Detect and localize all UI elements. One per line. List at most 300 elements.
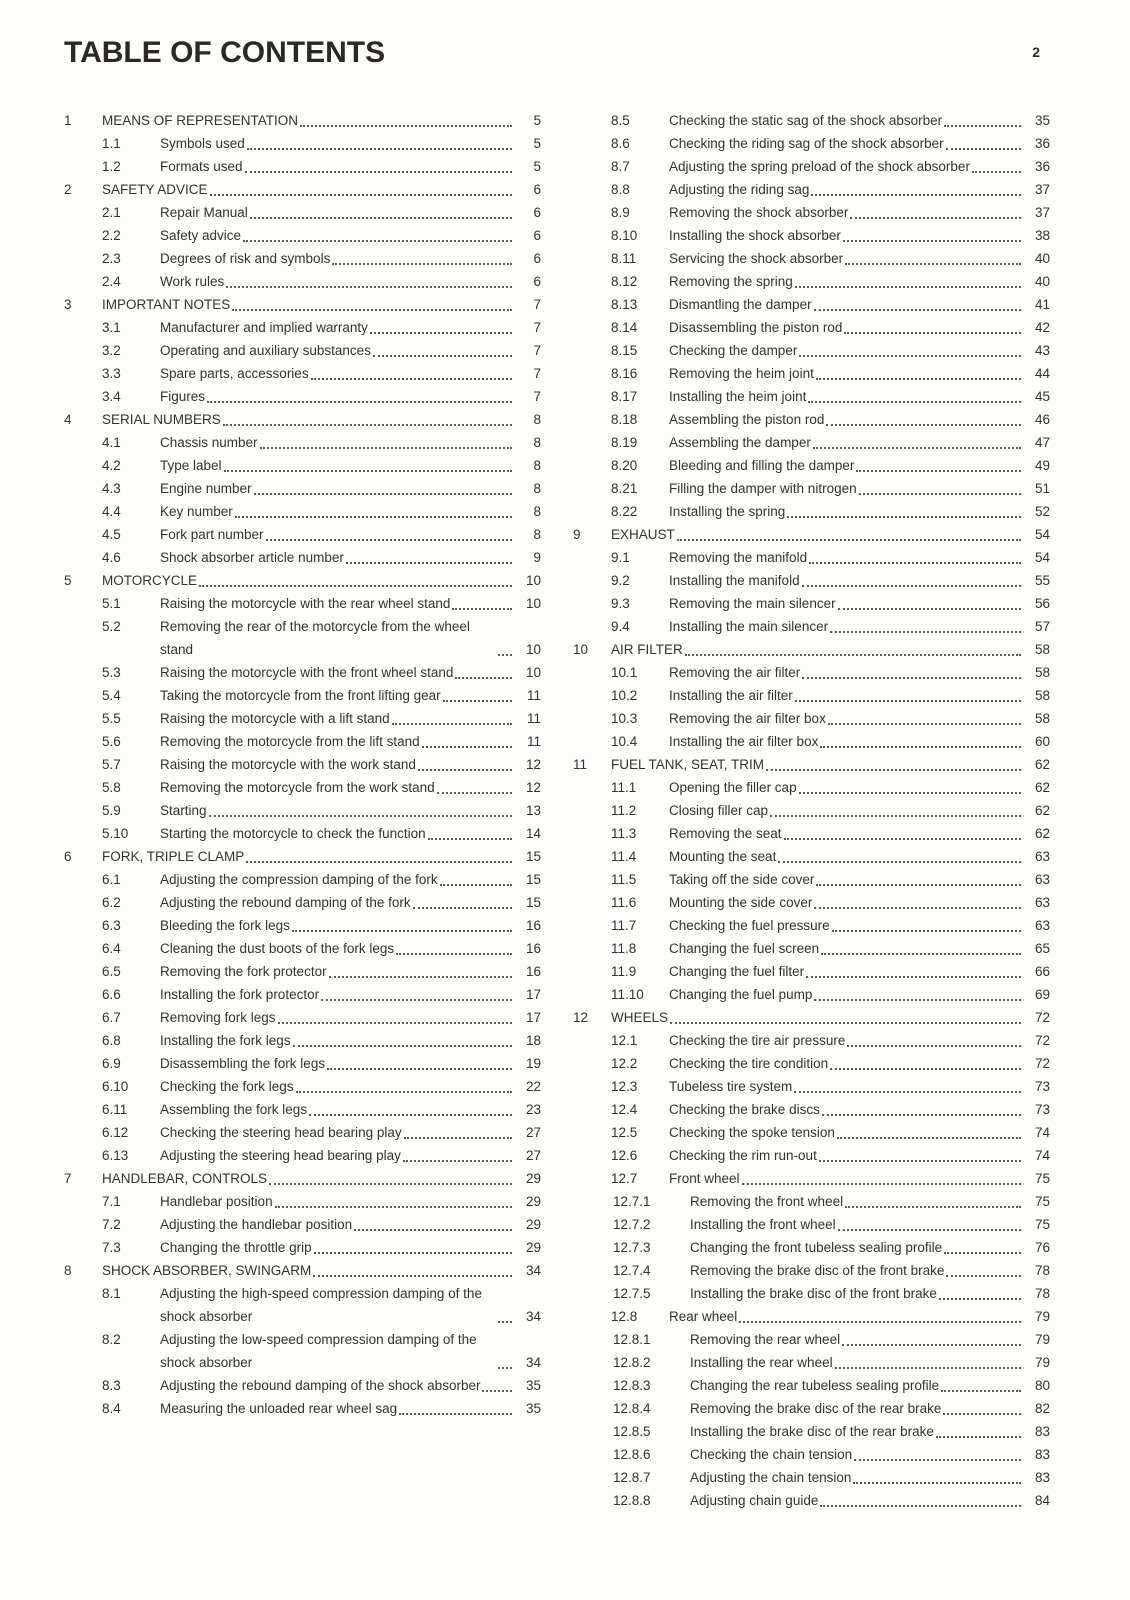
dot-leader xyxy=(845,263,1021,265)
entry-number: 8.8 xyxy=(611,182,630,197)
entry-page: 49 xyxy=(1034,458,1050,473)
entry-title-wrap xyxy=(160,937,515,960)
entry-page: 27 xyxy=(525,1148,541,1163)
toc-column-right xyxy=(573,109,1050,1512)
entry-title: Servicing the shock absorber xyxy=(669,251,844,266)
entry-title-wrap xyxy=(160,385,515,408)
toc-entry[interactable] xyxy=(573,500,1050,523)
entry-title: Disassembling the fork legs xyxy=(160,1056,326,1071)
toc-entry[interactable] xyxy=(64,1029,541,1052)
toc-entry[interactable] xyxy=(573,477,1050,500)
toc-entry[interactable] xyxy=(573,132,1050,155)
entry-title-wrap xyxy=(690,1190,1024,1213)
entry-number: 10.2 xyxy=(611,688,638,703)
entry-title-wrap xyxy=(160,1328,515,1374)
toc-entry[interactable] xyxy=(573,1121,1050,1144)
entry-title: Measuring the unloaded rear wheel sag xyxy=(160,1401,398,1416)
entry-title-wrap xyxy=(102,845,515,868)
toc-entry[interactable] xyxy=(64,385,541,408)
dot-leader xyxy=(847,1045,1021,1047)
entry-page: 83 xyxy=(1034,1470,1050,1485)
entry-number: 5.6 xyxy=(102,734,121,749)
toc-entry[interactable] xyxy=(573,546,1050,569)
entry-number: 8.1 xyxy=(102,1286,121,1301)
entry-page: 79 xyxy=(1034,1332,1050,1347)
toc-entry[interactable] xyxy=(64,293,541,316)
toc-entry[interactable] xyxy=(573,937,1050,960)
entry-title-wrap xyxy=(102,178,515,201)
toc-entry[interactable] xyxy=(573,684,1050,707)
toc-entry[interactable] xyxy=(573,845,1050,868)
entry-number: 3.4 xyxy=(102,389,121,404)
entry-page: 37 xyxy=(1034,205,1050,220)
entry-title: Raising the motorcycle with a lift stand xyxy=(160,711,390,726)
toc-entry[interactable] xyxy=(573,1144,1050,1167)
toc-entry[interactable] xyxy=(64,477,541,500)
toc-entry[interactable] xyxy=(573,247,1050,270)
entry-number: 8.2 xyxy=(102,1332,121,1347)
entry-title-wrap xyxy=(669,914,1024,937)
entry-page: 52 xyxy=(1034,504,1050,519)
toc-entry[interactable] xyxy=(64,1397,541,1420)
toc-entry[interactable] xyxy=(573,1052,1050,1075)
entry-title: Checking the spoke tension xyxy=(669,1125,835,1140)
entry-title-wrap xyxy=(669,1305,1024,1328)
entry-title-wrap xyxy=(611,753,1024,776)
toc-entry[interactable] xyxy=(64,1121,541,1144)
toc-entry[interactable] xyxy=(573,270,1050,293)
entry-title: FORK, TRIPLE CLAMP xyxy=(102,849,245,864)
toc-entry[interactable] xyxy=(573,178,1050,201)
toc-entry[interactable] xyxy=(64,1259,541,1282)
toc-entry[interactable] xyxy=(573,293,1050,316)
toc-entry[interactable] xyxy=(573,523,1050,546)
toc-entry[interactable] xyxy=(64,1328,541,1374)
entry-page: 58 xyxy=(1034,665,1050,680)
toc-entry[interactable] xyxy=(573,776,1050,799)
entry-page: 43 xyxy=(1034,343,1050,358)
toc-entry[interactable] xyxy=(573,1328,1050,1351)
toc-entry[interactable] xyxy=(64,454,541,477)
toc-entry[interactable] xyxy=(573,638,1050,661)
entry-number: 8.18 xyxy=(611,412,638,427)
toc-entry[interactable] xyxy=(64,822,541,845)
entry-title: Mounting the seat xyxy=(669,849,777,864)
toc-entry[interactable] xyxy=(573,339,1050,362)
toc-entry[interactable] xyxy=(64,845,541,868)
entry-title-wrap xyxy=(160,339,515,362)
toc-entry[interactable] xyxy=(64,201,541,224)
toc-entry[interactable] xyxy=(64,868,541,891)
toc-entry[interactable] xyxy=(573,592,1050,615)
dot-leader xyxy=(844,332,1021,334)
entry-title: Removing the seat xyxy=(669,826,782,841)
toc-entry[interactable] xyxy=(64,109,541,132)
entry-title: Installing the brake disc of the rear brake xyxy=(690,1424,934,1439)
dot-leader xyxy=(245,171,512,173)
entry-title: Removing the motorcycle from the work stand xyxy=(160,780,435,795)
entry-title-wrap xyxy=(611,523,1024,546)
entry-number: 9 xyxy=(573,527,581,542)
entry-title: Chassis number xyxy=(160,435,258,450)
entry-page: 18 xyxy=(525,1033,541,1048)
dot-leader xyxy=(944,125,1021,127)
entry-title-wrap xyxy=(160,1397,515,1420)
entry-page: 54 xyxy=(1034,550,1050,565)
toc-entry[interactable] xyxy=(64,270,541,293)
toc-entry[interactable] xyxy=(573,1397,1050,1420)
entry-title-wrap xyxy=(669,454,1024,477)
dot-leader xyxy=(799,355,1021,357)
toc-entry[interactable] xyxy=(64,776,541,799)
toc-entry[interactable] xyxy=(64,316,541,339)
entry-page: 47 xyxy=(1034,435,1050,450)
entry-number: 8.6 xyxy=(611,136,630,151)
entry-title-wrap xyxy=(160,868,515,891)
entry-page: 13 xyxy=(525,803,541,818)
toc-entry[interactable] xyxy=(573,362,1050,385)
toc-entry[interactable] xyxy=(64,132,541,155)
entry-title-wrap xyxy=(690,1374,1024,1397)
toc-entry[interactable] xyxy=(64,339,541,362)
entry-page: 83 xyxy=(1034,1447,1050,1462)
toc-entry[interactable] xyxy=(573,1282,1050,1305)
dot-leader xyxy=(766,769,1021,771)
dot-leader xyxy=(399,1413,512,1415)
entry-page: 41 xyxy=(1034,297,1050,312)
entry-title: Opening the filler cap xyxy=(669,780,797,795)
entry-page: 27 xyxy=(525,1125,541,1140)
toc-entry[interactable] xyxy=(64,569,541,592)
toc-entry[interactable] xyxy=(64,1167,541,1190)
toc-entry[interactable] xyxy=(573,109,1050,132)
dot-leader xyxy=(455,677,512,679)
toc-entry[interactable] xyxy=(64,1213,541,1236)
entry-title-wrap xyxy=(102,408,515,431)
entry-number: 11.10 xyxy=(611,987,644,1002)
toc-entry[interactable] xyxy=(64,431,541,454)
toc-entry[interactable] xyxy=(573,1075,1050,1098)
entry-title: Changing the front tubeless sealing profile xyxy=(690,1240,943,1255)
toc-entry[interactable] xyxy=(573,1190,1050,1213)
dot-leader xyxy=(854,1459,1021,1461)
entry-title-wrap xyxy=(669,776,1024,799)
entry-number: 8.21 xyxy=(611,481,638,496)
toc-entry[interactable] xyxy=(573,1489,1050,1512)
entry-title-wrap xyxy=(102,1259,515,1282)
toc-entry[interactable] xyxy=(573,960,1050,983)
dot-leader xyxy=(370,332,512,334)
dot-leader xyxy=(795,286,1021,288)
toc-entry[interactable] xyxy=(573,1305,1050,1328)
toc-entry[interactable] xyxy=(573,868,1050,891)
toc-entry[interactable] xyxy=(64,362,541,385)
entry-title-wrap xyxy=(160,1374,515,1397)
entry-title-wrap xyxy=(669,1167,1024,1190)
dot-leader xyxy=(806,976,1021,978)
toc-entry[interactable] xyxy=(64,707,541,730)
entry-title-wrap xyxy=(160,661,515,684)
entry-title-wrap xyxy=(160,1213,515,1236)
dot-leader xyxy=(819,1160,1021,1162)
dot-leader xyxy=(820,746,1021,748)
toc-entry[interactable] xyxy=(64,753,541,776)
entry-title-wrap xyxy=(669,362,1024,385)
toc-entry[interactable] xyxy=(573,408,1050,431)
entry-title: Removing the spring xyxy=(669,274,793,289)
toc-entry[interactable] xyxy=(573,730,1050,753)
entry-title-wrap xyxy=(690,1397,1024,1420)
entry-number: 1.2 xyxy=(102,159,121,174)
entry-page: 15 xyxy=(525,849,541,864)
entry-title-wrap xyxy=(669,339,1024,362)
toc-entry[interactable] xyxy=(64,1075,541,1098)
entry-page: 72 xyxy=(1034,1033,1050,1048)
entry-title: Adjusting the rebound damping of the shock absorber xyxy=(160,1378,481,1393)
dot-leader xyxy=(802,585,1021,587)
entry-title-wrap xyxy=(160,546,515,569)
dot-leader xyxy=(742,1183,1021,1185)
entry-page: 5 xyxy=(533,136,541,151)
toc-entry[interactable] xyxy=(573,1006,1050,1029)
entry-number: 4.3 xyxy=(102,481,121,496)
toc-entry[interactable] xyxy=(573,316,1050,339)
entry-page: 12 xyxy=(525,757,541,772)
toc-entry[interactable] xyxy=(64,891,541,914)
toc-entry[interactable] xyxy=(64,178,541,201)
toc-entry[interactable] xyxy=(64,1006,541,1029)
entry-number: 7.3 xyxy=(102,1240,121,1255)
entry-page: 29 xyxy=(525,1240,541,1255)
entry-title: Dismantling the damper xyxy=(669,297,812,312)
toc-entry[interactable] xyxy=(64,684,541,707)
toc-entry[interactable] xyxy=(573,1351,1050,1374)
dot-leader xyxy=(224,470,512,472)
toc-entry[interactable] xyxy=(64,1282,541,1328)
toc-entry[interactable] xyxy=(64,408,541,431)
dot-leader xyxy=(795,700,1021,702)
toc-entry[interactable] xyxy=(573,1443,1050,1466)
entry-page: 75 xyxy=(1034,1194,1050,1209)
entry-title-wrap xyxy=(160,1144,515,1167)
entry-title: IMPORTANT NOTES xyxy=(102,297,231,312)
entry-page: 14 xyxy=(525,826,541,841)
toc-entry[interactable] xyxy=(573,1029,1050,1052)
toc-entry[interactable] xyxy=(64,1236,541,1259)
entry-title-wrap xyxy=(669,247,1024,270)
entry-title: Installing the air filter box xyxy=(669,734,819,749)
entry-title-wrap xyxy=(160,201,515,224)
toc-entry[interactable] xyxy=(64,500,541,523)
toc-entry[interactable] xyxy=(573,1259,1050,1282)
toc-entry[interactable] xyxy=(64,1144,541,1167)
entry-page: 7 xyxy=(533,320,541,335)
entry-page: 6 xyxy=(533,182,541,197)
entry-title-wrap xyxy=(690,1420,1024,1443)
entry-page: 8 xyxy=(533,458,541,473)
dot-leader xyxy=(260,447,512,449)
entry-title-wrap xyxy=(690,1489,1024,1512)
entry-page: 79 xyxy=(1034,1309,1050,1324)
toc-entry[interactable] xyxy=(573,201,1050,224)
entry-title: Adjusting the steering head bearing play xyxy=(160,1148,401,1163)
dot-leader xyxy=(830,1068,1021,1070)
entry-title: Raising the motorcycle with the work stand xyxy=(160,757,416,772)
entry-title: Changing the fuel filter xyxy=(669,964,805,979)
entry-title-wrap xyxy=(669,201,1024,224)
toc-entry[interactable] xyxy=(64,960,541,983)
toc-entry[interactable] xyxy=(573,983,1050,1006)
toc-entry[interactable] xyxy=(64,155,541,178)
entry-title: Assembling the piston rod xyxy=(669,412,825,427)
toc-entry[interactable] xyxy=(573,569,1050,592)
toc-entry[interactable] xyxy=(64,523,541,546)
toc-entry[interactable] xyxy=(64,592,541,615)
toc-entry[interactable] xyxy=(64,730,541,753)
entry-title-wrap xyxy=(669,960,1024,983)
toc-entry[interactable] xyxy=(573,822,1050,845)
toc-entry[interactable] xyxy=(64,937,541,960)
toc-entry[interactable] xyxy=(573,1167,1050,1190)
toc-entry[interactable] xyxy=(573,615,1050,638)
toc-entry[interactable] xyxy=(64,914,541,937)
toc-entry[interactable] xyxy=(573,707,1050,730)
dot-leader xyxy=(811,194,1021,196)
toc-entry[interactable] xyxy=(573,1374,1050,1397)
dot-leader xyxy=(254,493,512,495)
entry-title: Manufacturer and implied warranty xyxy=(160,320,368,335)
entry-number: 3.1 xyxy=(102,320,121,335)
dot-leader xyxy=(498,1321,512,1323)
entry-title: Installing the fork legs xyxy=(160,1033,291,1048)
entry-title-wrap xyxy=(669,684,1024,707)
toc-entry[interactable] xyxy=(573,1420,1050,1443)
entry-title-wrap xyxy=(669,1098,1024,1121)
entry-title-wrap xyxy=(160,1282,515,1328)
entry-title-wrap xyxy=(669,1075,1024,1098)
entry-number: 12.1 xyxy=(611,1033,638,1048)
entry-number: 12.7.2 xyxy=(613,1217,651,1232)
dot-leader xyxy=(837,1137,1021,1139)
entry-number: 11.4 xyxy=(611,849,637,864)
entry-page: 5 xyxy=(533,159,541,174)
entry-title: Tubeless tire system xyxy=(669,1079,793,1094)
toc-entry[interactable] xyxy=(573,155,1050,178)
dot-leader xyxy=(946,1275,1021,1277)
toc-entry[interactable] xyxy=(64,224,541,247)
toc-entry[interactable] xyxy=(573,799,1050,822)
entry-title-wrap xyxy=(102,293,515,316)
entry-page: 69 xyxy=(1034,987,1050,1002)
entry-title: Removing the brake disc of the front brake xyxy=(690,1263,945,1278)
toc-entry[interactable] xyxy=(64,1098,541,1121)
toc-entry[interactable] xyxy=(64,661,541,684)
entry-title-wrap xyxy=(669,661,1024,684)
toc-entry[interactable] xyxy=(573,753,1050,776)
dot-leader xyxy=(944,1252,1021,1254)
entry-title-wrap xyxy=(160,1121,515,1144)
toc-entry[interactable] xyxy=(64,247,541,270)
entry-page: 45 xyxy=(1034,389,1050,404)
entry-title: Removing the heim joint xyxy=(669,366,814,381)
toc-entry[interactable] xyxy=(573,224,1050,247)
entry-number: 9.1 xyxy=(611,550,630,565)
toc-entry[interactable] xyxy=(573,1098,1050,1121)
entry-page: 10 xyxy=(525,573,541,588)
toc-entry[interactable] xyxy=(64,546,541,569)
dot-leader xyxy=(392,723,512,725)
dot-leader xyxy=(821,953,1021,955)
dot-leader xyxy=(246,861,512,863)
entry-title: SAFETY ADVICE xyxy=(102,182,208,197)
dot-leader xyxy=(232,309,512,311)
entry-page: 66 xyxy=(1034,964,1050,979)
dot-leader xyxy=(247,148,512,150)
entry-number: 6.2 xyxy=(102,895,121,910)
entry-number: 2.1 xyxy=(102,205,121,220)
entry-title: Adjusting the chain tension xyxy=(690,1470,852,1485)
entry-title-wrap xyxy=(669,868,1024,891)
dot-leader xyxy=(346,562,512,564)
toc-entry[interactable] xyxy=(64,1190,541,1213)
toc-entry[interactable] xyxy=(573,1466,1050,1489)
dot-leader xyxy=(413,907,512,909)
entry-title-wrap xyxy=(160,132,515,155)
dot-leader xyxy=(223,424,512,426)
entry-number: 11.3 xyxy=(611,826,637,841)
entry-page: 29 xyxy=(525,1194,541,1209)
entry-title-wrap xyxy=(669,1121,1024,1144)
toc-entry[interactable] xyxy=(64,799,541,822)
entry-number: 5.2 xyxy=(102,619,121,634)
entry-page: 63 xyxy=(1034,872,1050,887)
entry-page: 58 xyxy=(1034,711,1050,726)
toc-entry[interactable] xyxy=(573,891,1050,914)
entry-title-wrap xyxy=(669,615,1024,638)
entry-title: Installing the brake disc of the front brake xyxy=(690,1286,937,1301)
entry-number: 4.6 xyxy=(102,550,121,565)
toc-entry[interactable] xyxy=(64,1374,541,1397)
toc-entry[interactable] xyxy=(573,914,1050,937)
toc-entry[interactable] xyxy=(64,615,541,661)
toc-entry[interactable] xyxy=(573,431,1050,454)
entry-page: 82 xyxy=(1034,1401,1050,1416)
entry-page: 80 xyxy=(1034,1378,1050,1393)
toc-entry[interactable] xyxy=(573,385,1050,408)
entry-title-wrap xyxy=(690,1213,1024,1236)
dot-leader xyxy=(859,493,1021,495)
toc-entry[interactable] xyxy=(573,1236,1050,1259)
toc-entry[interactable] xyxy=(573,1213,1050,1236)
entry-title: Starting the motorcycle to check the function xyxy=(160,826,426,841)
entry-title-wrap xyxy=(669,569,1024,592)
entry-page: 62 xyxy=(1034,803,1050,818)
toc-entry[interactable] xyxy=(573,454,1050,477)
entry-number: 12.8.1 xyxy=(613,1332,651,1347)
entry-page: 40 xyxy=(1034,274,1050,289)
dot-leader xyxy=(296,1091,512,1093)
toc-entry[interactable] xyxy=(573,661,1050,684)
dot-leader xyxy=(770,815,1021,817)
dot-leader xyxy=(820,1505,1021,1507)
entry-number: 6.10 xyxy=(102,1079,129,1094)
dot-leader xyxy=(226,286,512,288)
toc-entry[interactable] xyxy=(64,983,541,1006)
toc-entry[interactable] xyxy=(64,1052,541,1075)
entry-number: 6.9 xyxy=(102,1056,121,1071)
entry-title: Cleaning the dust boots of the fork legs xyxy=(160,941,395,956)
entry-title: Degrees of risk and symbols xyxy=(160,251,331,266)
